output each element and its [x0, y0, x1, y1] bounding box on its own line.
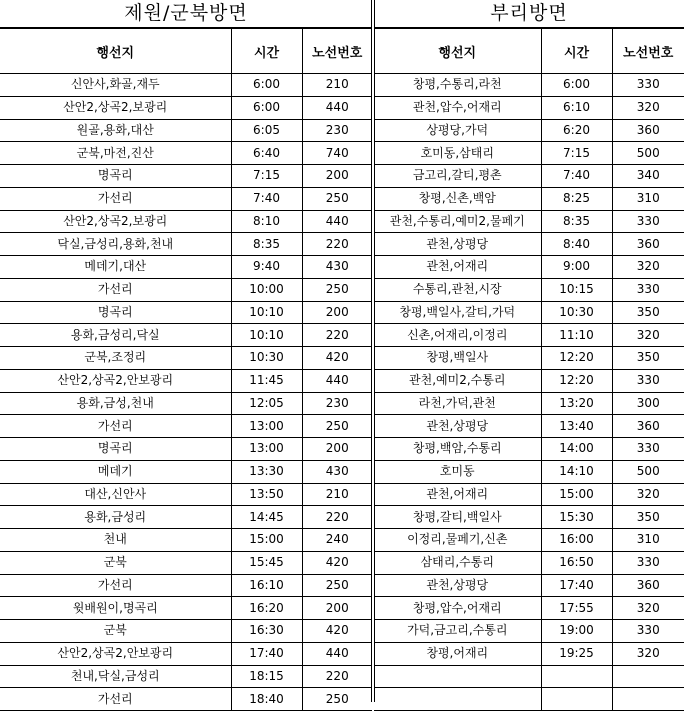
route-number-cell: 310 — [612, 529, 684, 552]
time-cell: 10:00 — [231, 278, 302, 301]
route-number-cell: 320 — [612, 96, 684, 119]
left-timetable — [0, 28, 372, 711]
time-cell: 8:35 — [541, 210, 612, 233]
time-cell: 13:30 — [231, 460, 302, 483]
table-row — [0, 187, 372, 210]
table-row — [374, 620, 684, 643]
time-cell: 6:10 — [541, 96, 612, 119]
time-cell: 7:40 — [541, 165, 612, 188]
time-cell: 8:25 — [541, 187, 612, 210]
table-row — [374, 529, 684, 552]
time-cell: 13:20 — [541, 392, 612, 415]
destination-cell: 명곡리 — [0, 438, 231, 461]
route-number-cell: 350 — [612, 347, 684, 370]
table-row — [374, 210, 684, 233]
time-cell: 15:00 — [541, 483, 612, 506]
table-row — [374, 187, 684, 210]
table-row — [374, 165, 684, 188]
route-number-cell: 440 — [302, 210, 372, 233]
route-number-header: 노선번호 — [302, 29, 372, 74]
destination-cell: 용화,금성리,닥실 — [0, 324, 231, 347]
destination-cell: 창평,백일사,갈티,가덕 — [374, 301, 541, 324]
route-number-cell: 360 — [612, 415, 684, 438]
route-number-cell: 220 — [302, 324, 372, 347]
time-cell: 11:45 — [231, 369, 302, 392]
destination-header: 행선지 — [0, 29, 231, 74]
time-cell: 14:10 — [541, 460, 612, 483]
left-title: 제원/군북방면 — [0, 0, 372, 28]
time-cell: 19:25 — [541, 642, 612, 665]
destination-cell: 관천,상평당 — [374, 415, 541, 438]
route-number-cell: 360 — [612, 574, 684, 597]
right-panel — [374, 0, 684, 711]
destination-cell: 창평,갈티,백일사 — [374, 506, 541, 529]
route-number-cell: 500 — [612, 142, 684, 165]
time-cell: 10:30 — [541, 301, 612, 324]
time-cell: 10:30 — [231, 347, 302, 370]
route-number-cell: 230 — [302, 119, 372, 142]
route-number-cell: 320 — [612, 324, 684, 347]
table-row — [374, 642, 684, 665]
destination-cell: 군북,마전,진산 — [0, 142, 231, 165]
destination-cell: 메데기,대산 — [0, 256, 231, 279]
table-row — [0, 392, 372, 415]
destination-cell: 가선리 — [0, 187, 231, 210]
time-cell: 6:05 — [231, 119, 302, 142]
table-row — [374, 688, 684, 711]
table-row — [0, 665, 372, 688]
destination-cell: 금고리,갈티,평촌 — [374, 165, 541, 188]
time-cell: 17:40 — [231, 642, 302, 665]
destination-cell: 이정리,물페기,신촌 — [374, 529, 541, 552]
time-cell: 18:40 — [231, 688, 302, 711]
destination-cell: 명곡리 — [0, 165, 231, 188]
time-cell: 10:10 — [231, 324, 302, 347]
route-number-cell: 250 — [302, 187, 372, 210]
route-number-cell: 230 — [302, 392, 372, 415]
destination-cell: 대산,신안사 — [0, 483, 231, 506]
route-number-cell: 440 — [302, 369, 372, 392]
time-cell: 12:20 — [541, 369, 612, 392]
route-number-cell: 330 — [612, 278, 684, 301]
route-number-cell: 220 — [302, 665, 372, 688]
destination-cell: 메데기 — [0, 460, 231, 483]
destination-cell: 명곡리 — [0, 301, 231, 324]
table-row — [374, 551, 684, 574]
right-title: 부리방면 — [374, 0, 684, 28]
route-number-cell: 250 — [302, 415, 372, 438]
table-row — [374, 415, 684, 438]
table-row — [0, 210, 372, 233]
destination-cell: 호미동,삼태리 — [374, 142, 541, 165]
destination-cell: 관천,압수,어재리 — [374, 96, 541, 119]
table-row — [374, 392, 684, 415]
destination-cell: 삼태리,수통리 — [374, 551, 541, 574]
time-cell: 6:00 — [231, 74, 302, 97]
destination-cell: 신촌,어재리,이정리 — [374, 324, 541, 347]
destination-cell: 창평,압수,어재리 — [374, 597, 541, 620]
route-number-cell: 320 — [612, 642, 684, 665]
time-cell: 13:40 — [541, 415, 612, 438]
route-number-cell: 250 — [302, 574, 372, 597]
route-number-cell — [612, 688, 684, 711]
time-cell: 6:00 — [231, 96, 302, 119]
route-number-cell: 310 — [612, 187, 684, 210]
destination-cell: 관천,어재리 — [374, 256, 541, 279]
table-row — [0, 324, 372, 347]
route-number-cell: 210 — [302, 483, 372, 506]
destination-cell: 용화,금성리 — [0, 506, 231, 529]
table-row — [0, 119, 372, 142]
route-number-cell — [612, 665, 684, 688]
table-row — [0, 460, 372, 483]
time-cell: 6:40 — [231, 142, 302, 165]
destination-cell: 산안2,상곡2,안보광리 — [0, 642, 231, 665]
table-row — [374, 665, 684, 688]
destination-cell: 관천,상평당 — [374, 574, 541, 597]
time-cell: 12:05 — [231, 392, 302, 415]
destination-cell: 군북 — [0, 620, 231, 643]
table-row — [0, 642, 372, 665]
destination-cell: 신안사,화골,재두 — [0, 74, 231, 97]
route-number-cell: 320 — [612, 483, 684, 506]
time-cell: 16:30 — [231, 620, 302, 643]
time-cell: 17:40 — [541, 574, 612, 597]
table-row — [374, 483, 684, 506]
route-number-cell: 420 — [302, 620, 372, 643]
destination-cell: 군북 — [0, 551, 231, 574]
table-row — [374, 506, 684, 529]
table-row — [0, 369, 372, 392]
destination-cell — [374, 665, 541, 688]
route-number-cell: 350 — [612, 301, 684, 324]
destination-cell: 산안2,상곡2,안보광리 — [0, 369, 231, 392]
route-number-cell: 250 — [302, 688, 372, 711]
route-number-cell: 200 — [302, 165, 372, 188]
table-row — [0, 233, 372, 256]
route-number-cell: 330 — [612, 369, 684, 392]
route-number-cell: 200 — [302, 438, 372, 461]
time-cell: 13:00 — [231, 438, 302, 461]
destination-cell: 원골,용화,대산 — [0, 119, 231, 142]
route-number-cell: 420 — [302, 551, 372, 574]
table-row — [0, 347, 372, 370]
time-cell: 16:10 — [231, 574, 302, 597]
destination-cell: 가덕,금고리,수통리 — [374, 620, 541, 643]
time-header: 시간 — [541, 29, 612, 74]
table-row — [0, 301, 372, 324]
destination-cell: 창평,신촌,백암 — [374, 187, 541, 210]
time-cell: 7:40 — [231, 187, 302, 210]
route-number-cell: 330 — [612, 210, 684, 233]
destination-cell: 라천,가덕,관천 — [374, 392, 541, 415]
time-cell: 14:00 — [541, 438, 612, 461]
destination-cell: 창평,수통리,라천 — [374, 74, 541, 97]
table-row — [0, 551, 372, 574]
destination-cell: 천내 — [0, 529, 231, 552]
table-row — [374, 233, 684, 256]
time-cell: 19:00 — [541, 620, 612, 643]
time-cell: 15:00 — [231, 529, 302, 552]
destination-cell — [374, 688, 541, 711]
table-row — [0, 165, 372, 188]
table-row — [0, 506, 372, 529]
table-row — [0, 96, 372, 119]
route-number-cell: 340 — [612, 165, 684, 188]
route-number-cell: 250 — [302, 278, 372, 301]
destination-cell: 닥실,금성리,용화,천내 — [0, 233, 231, 256]
table-row — [0, 688, 372, 711]
destination-header: 행선지 — [374, 29, 541, 74]
table-row — [0, 278, 372, 301]
time-cell: 10:15 — [541, 278, 612, 301]
destination-cell: 산안2,상곡2,보광리 — [0, 210, 231, 233]
time-cell: 16:00 — [541, 529, 612, 552]
time-header: 시간 — [231, 29, 302, 74]
time-cell: 16:20 — [231, 597, 302, 620]
route-number-cell: 430 — [302, 256, 372, 279]
route-number-cell: 360 — [612, 233, 684, 256]
route-number-cell: 350 — [612, 506, 684, 529]
route-number-cell: 440 — [302, 96, 372, 119]
time-cell: 18:15 — [231, 665, 302, 688]
table-row — [0, 415, 372, 438]
time-cell: 7:15 — [231, 165, 302, 188]
table-row — [374, 369, 684, 392]
table-row — [0, 483, 372, 506]
table-row — [374, 256, 684, 279]
table-row — [0, 74, 372, 97]
route-number-cell: 420 — [302, 347, 372, 370]
time-cell: 6:00 — [541, 74, 612, 97]
route-number-cell: 500 — [612, 460, 684, 483]
table-row — [374, 74, 684, 97]
table-row — [374, 574, 684, 597]
route-number-cell: 320 — [612, 256, 684, 279]
destination-cell: 수통리,관천,시장 — [374, 278, 541, 301]
route-number-cell: 200 — [302, 301, 372, 324]
destination-cell: 군북,조정리 — [0, 347, 231, 370]
destination-cell: 가선리 — [0, 415, 231, 438]
destination-cell: 용화,금성,천내 — [0, 392, 231, 415]
table-row — [374, 119, 684, 142]
route-number-header: 노선번호 — [612, 29, 684, 74]
destination-cell: 창평,백암,수통리 — [374, 438, 541, 461]
destination-cell: 관천,수통리,예미2,물페기 — [374, 210, 541, 233]
time-cell: 13:50 — [231, 483, 302, 506]
table-row — [374, 96, 684, 119]
table-row — [374, 347, 684, 370]
destination-cell: 산안2,상곡2,보광리 — [0, 96, 231, 119]
route-number-cell: 200 — [302, 597, 372, 620]
table-row — [0, 597, 372, 620]
destination-cell: 가선리 — [0, 688, 231, 711]
time-cell — [541, 665, 612, 688]
time-cell: 15:45 — [231, 551, 302, 574]
route-number-cell: 210 — [302, 74, 372, 97]
table-row — [0, 574, 372, 597]
right-timetable — [374, 28, 684, 711]
table-row — [374, 142, 684, 165]
route-number-cell: 740 — [302, 142, 372, 165]
destination-cell: 창평,어재리 — [374, 642, 541, 665]
time-cell: 10:10 — [231, 301, 302, 324]
destination-cell: 관천,상평당 — [374, 233, 541, 256]
destination-cell: 관천,어재리 — [374, 483, 541, 506]
destination-cell: 상평당,가덕 — [374, 119, 541, 142]
time-cell: 17:55 — [541, 597, 612, 620]
table-row — [0, 142, 372, 165]
route-number-cell: 240 — [302, 529, 372, 552]
route-number-cell: 440 — [302, 642, 372, 665]
destination-cell: 호미동 — [374, 460, 541, 483]
destination-cell: 천내,닥실,금성리 — [0, 665, 231, 688]
table-row — [374, 278, 684, 301]
table-row — [0, 438, 372, 461]
time-cell: 9:00 — [541, 256, 612, 279]
left-header-row — [0, 29, 372, 74]
destination-cell: 관천,예미2,수통리 — [374, 369, 541, 392]
table-row — [374, 301, 684, 324]
table-row — [374, 460, 684, 483]
time-cell: 16:50 — [541, 551, 612, 574]
time-cell: 8:35 — [231, 233, 302, 256]
time-cell: 6:20 — [541, 119, 612, 142]
destination-cell: 윗배원이,명곡리 — [0, 597, 231, 620]
time-cell: 12:20 — [541, 347, 612, 370]
time-cell: 14:45 — [231, 506, 302, 529]
route-number-cell: 320 — [612, 597, 684, 620]
destination-cell: 가선리 — [0, 278, 231, 301]
route-number-cell: 330 — [612, 551, 684, 574]
time-cell — [541, 688, 612, 711]
table-row — [0, 256, 372, 279]
route-number-cell: 330 — [612, 620, 684, 643]
time-cell: 8:10 — [231, 210, 302, 233]
table-row — [0, 529, 372, 552]
destination-cell: 창평,백일사 — [374, 347, 541, 370]
right-header-row — [374, 29, 684, 74]
time-cell: 11:10 — [541, 324, 612, 347]
table-row — [374, 597, 684, 620]
table-row — [374, 438, 684, 461]
table-row — [374, 324, 684, 347]
route-number-cell: 330 — [612, 438, 684, 461]
destination-cell: 가선리 — [0, 574, 231, 597]
time-cell: 13:00 — [231, 415, 302, 438]
route-number-cell: 220 — [302, 506, 372, 529]
route-number-cell: 220 — [302, 233, 372, 256]
time-cell: 7:15 — [541, 142, 612, 165]
route-number-cell: 360 — [612, 119, 684, 142]
route-number-cell: 300 — [612, 392, 684, 415]
time-cell: 9:40 — [231, 256, 302, 279]
time-cell: 8:40 — [541, 233, 612, 256]
route-number-cell: 430 — [302, 460, 372, 483]
route-number-cell: 330 — [612, 74, 684, 97]
time-cell: 15:30 — [541, 506, 612, 529]
table-row — [0, 620, 372, 643]
